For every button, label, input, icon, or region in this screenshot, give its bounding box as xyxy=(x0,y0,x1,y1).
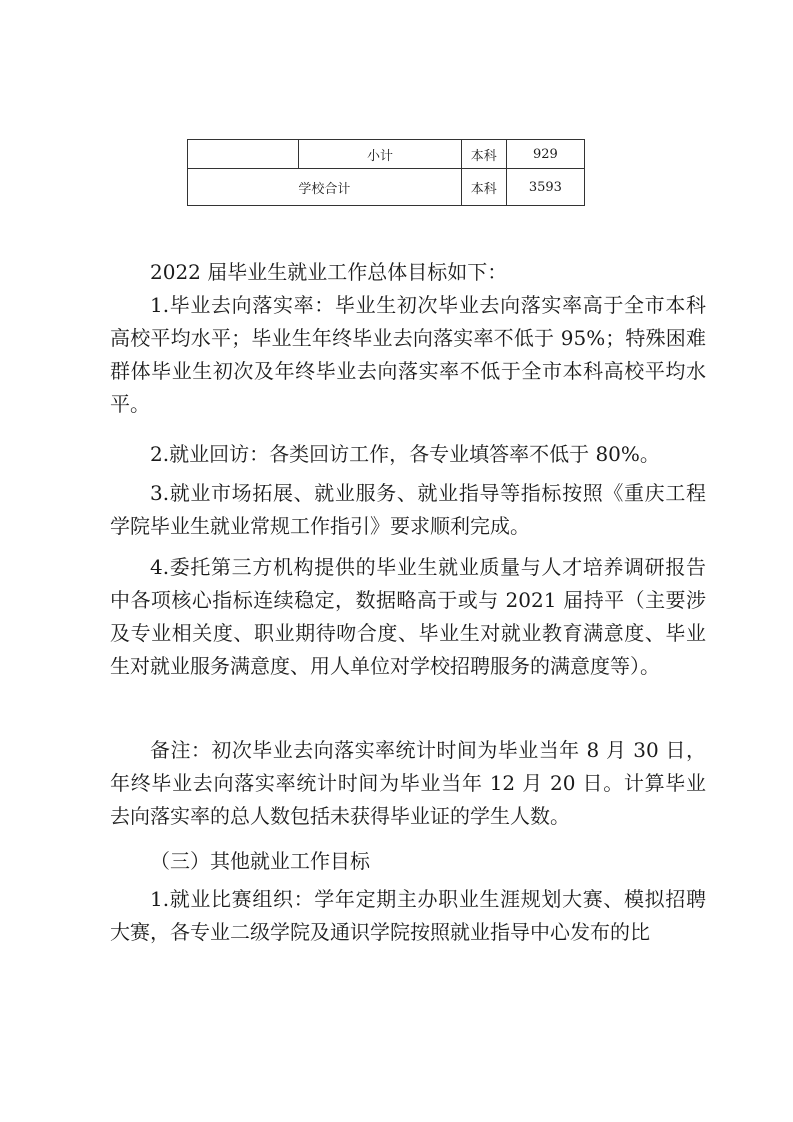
table-cell: 本科 xyxy=(461,169,506,206)
section-heading: （三）其他就业工作目标 xyxy=(150,849,370,873)
table-cell: 小计 xyxy=(299,140,461,169)
goal-paragraph-2: 2.就业回访：各类回访工作，各专业填答率不低于 80%。 xyxy=(150,442,660,466)
table-row xyxy=(188,169,585,206)
table-cell: 学校合计 xyxy=(188,169,462,206)
table-cell: 本科 xyxy=(461,140,506,169)
table-row xyxy=(188,140,585,169)
goal-paragraph-4: 4.委托第三方机构提供的毕业生就业质量与人才培养调研报告中各项核心指标连续稳定，数据略高于或与 2021 届持平（主要涉及专业相关度、职业期待吻合度、毕业生对就业教育满意度、毕业生对就业服务满意度、用人单位对学校招聘服务的满意度等）。 xyxy=(110,555,706,678)
table-cell: 929 xyxy=(506,140,584,169)
employment-summary-table xyxy=(187,139,585,206)
table-cell: 3593 xyxy=(506,169,584,206)
goal-paragraph-1: 1.毕业去向落实率：毕业生初次毕业去向落实率高于全市本科高校平均水平；毕业生年终毕业去向落实率不低于 95%；特殊困难群体毕业生初次及年终毕业去向落实率不低于全市本科高校平均水平。 xyxy=(110,293,706,416)
note-paragraph: 备注：初次毕业去向落实率统计时间为毕业当年 8 月 30 日，年终毕业去向落实率统计时间为毕业当年 12 月 20 日。计算毕业去向落实率的总人数包括未获得毕业证的学生人数。 xyxy=(110,738,706,828)
body-paragraph-5: 1.就业比赛组织：学年定期主办职业生涯规划大赛、模拟招聘大赛，各专业二级学院及通识学院按照就业指导中心发布的比 xyxy=(110,887,706,944)
table-cell xyxy=(188,140,299,169)
intro-paragraph: 2022 届毕业生就业工作总体目标如下： xyxy=(150,260,508,284)
goal-paragraph-3: 3.就业市场拓展、就业服务、就业指导等指标按照《重庆工程学院毕业生就业常规工作指引》要求顺利完成。 xyxy=(110,481,706,538)
